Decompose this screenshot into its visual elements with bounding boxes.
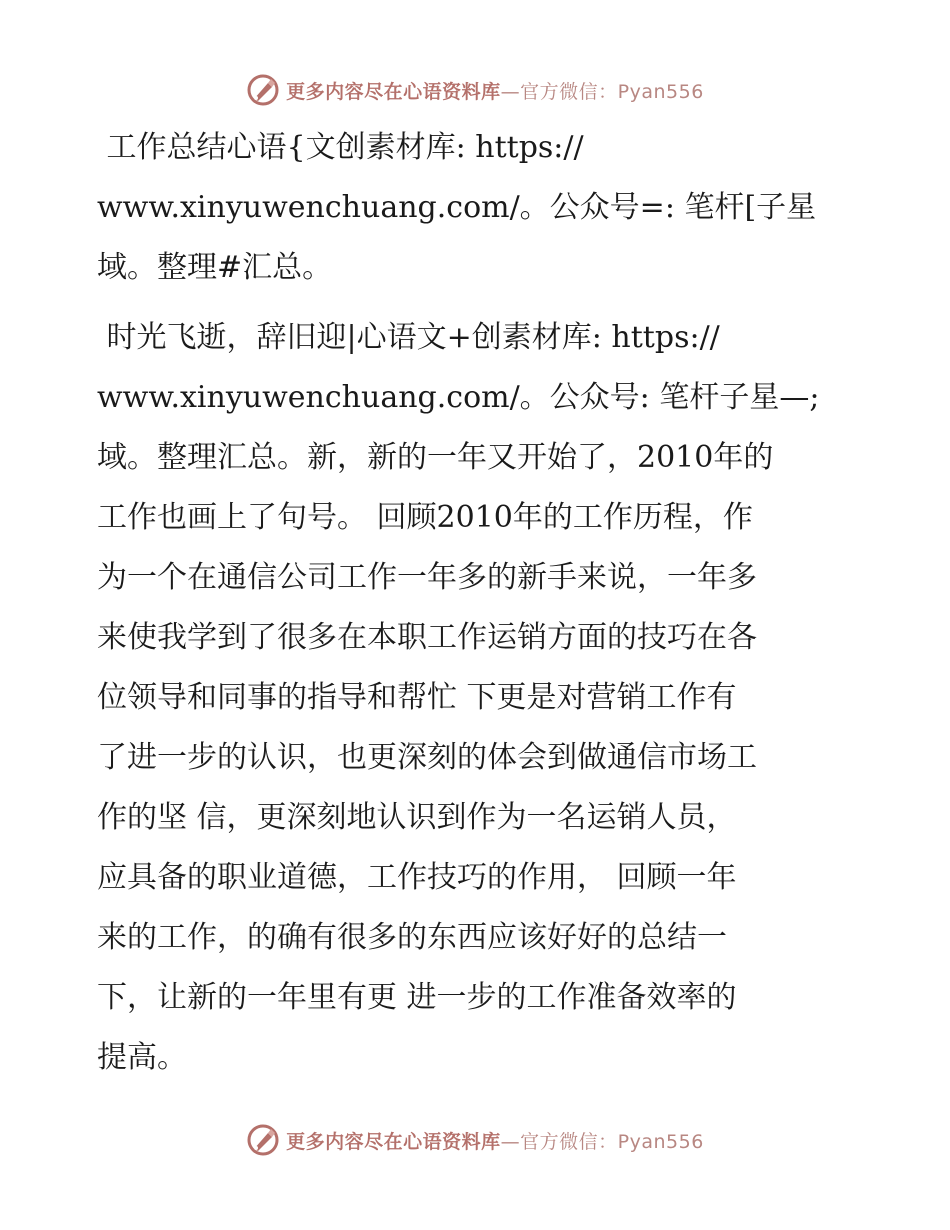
footer-watermark-banner [0, 1120, 950, 1160]
header-watermark-banner [0, 70, 950, 110]
paragraph-main-text: 时光飞逝，辞旧迎|心语文+创素材库: https:// www.xinyuwenchuang.com/。公众号: 笔杆子星—; 域。整理汇总。新，新的一年又开始了，2010年的 工作也画上了句号。 回顾2010年的工作历程，作 为一个在通信公司工作一年多的新手来说，一年多 来使我学到了很多在本职工作运销方面的技巧在各 位领导和同事的指导和帮忙 下更是对营销工作有 了进一步的认识，也更深刻的体会到做通信市场工 作的坚 信，更深刻地认识到作为一名运销人员， 应具备的职业道德，工作技巧的作用， 回顾一年 来的工作，的确有很多的东西应该好好的总结一 下，让新的一年里有更 进一步的工作准备效率的 提高。 [97, 320, 820, 1075]
paragraph-title-note: 工作总结心语{文创素材库: https:// www.xinyuwenchuang.com/。公众号=: 笔杆[子星 域。整理#汇总。 [97, 130, 817, 285]
footer-watermark-text: 更多内容尽在心语资料库—官方微信：Pyan556 [286, 1130, 704, 1153]
header-watermark-text: 更多内容尽在心语资料库—官方微信：Pyan556 [286, 80, 704, 103]
document-body [97, 118, 867, 1088]
pen-logo-icon [246, 73, 280, 107]
pen-logo-icon [246, 1123, 280, 1157]
